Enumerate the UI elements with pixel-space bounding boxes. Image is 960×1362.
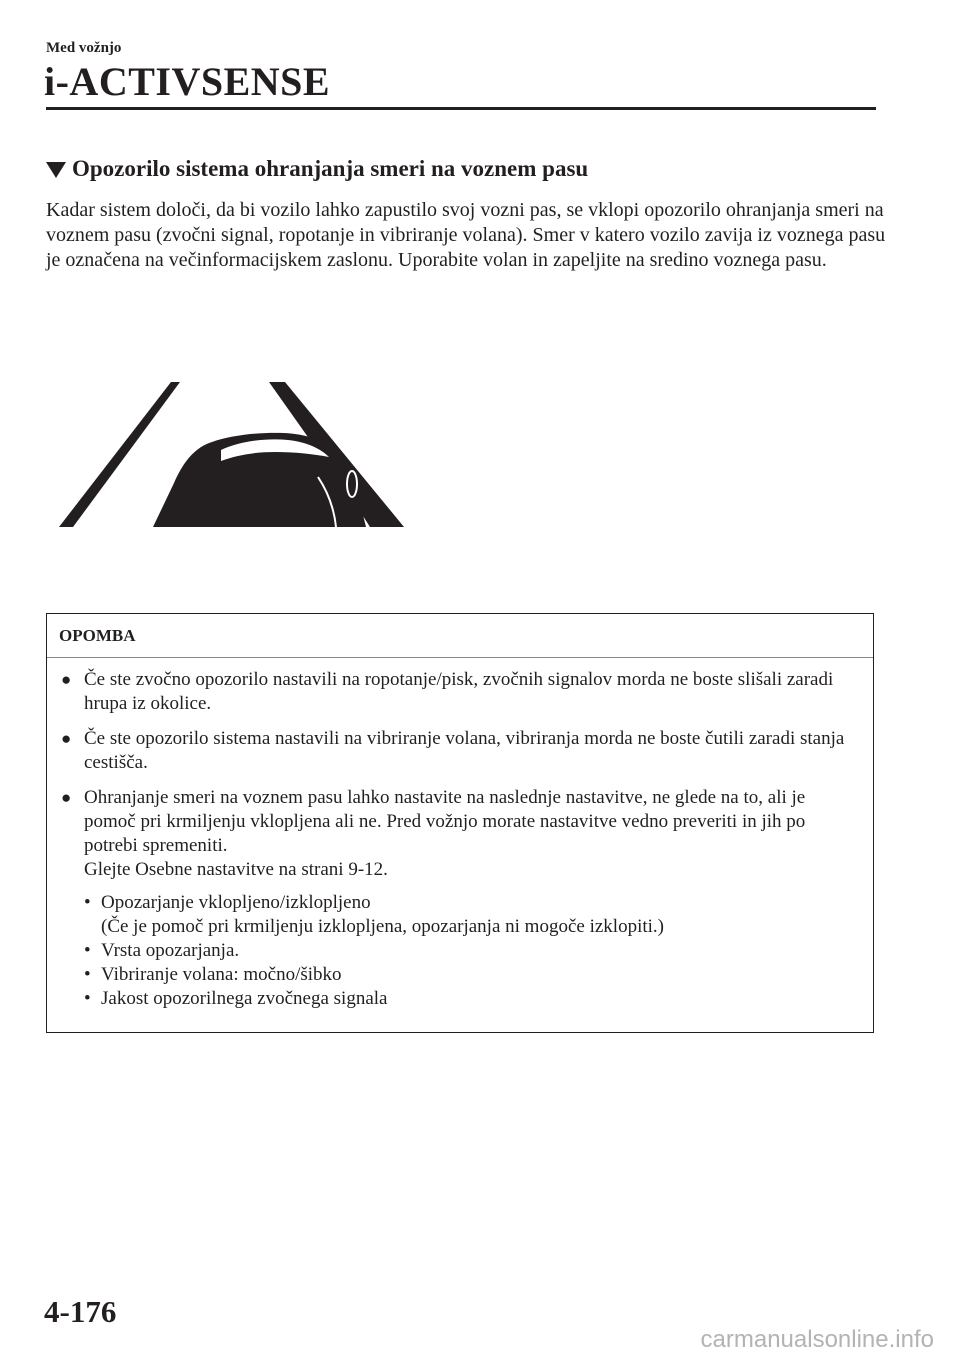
chapter-label: Med vožnjo xyxy=(46,40,122,56)
note-bullet xyxy=(61,727,859,775)
note-bullet-reference: Glejte Osebne nastavitve na strani 9-12. xyxy=(84,859,388,880)
sub-item-text: Opozarjanje vklopljeno/izklopljeno xyxy=(101,892,371,913)
note-bullet xyxy=(61,786,859,1011)
note-bullet-text xyxy=(84,786,859,1011)
watermark: carmanualsonline.info xyxy=(700,1326,934,1353)
left-lane-line xyxy=(59,382,180,527)
sub-bullet-icon: • xyxy=(84,988,91,1009)
note-bullet-text: Če ste zvočno opozorilo nastavili na ropotanje/pisk, zvočnih signalov morda ne boste slišali zaradi hrupa iz okolice. xyxy=(84,669,834,714)
page-title: i-ACTIVSENSE xyxy=(44,59,331,104)
note-bullet xyxy=(61,668,859,716)
page-number: 4-176 xyxy=(44,1294,117,1329)
bullet-dot-icon: ● xyxy=(61,788,72,807)
sub-item-text: Jakost opozorilnega zvočnega signala xyxy=(101,988,388,1009)
intro-paragraph: Kadar sistem določi, da bi vozilo lahko zapustilo svoj vozni pas, se vklopi opozorilo ohranjanja smeri na voznem pasu (zvočni signal, ropotanje in vibriranje volana). Smer v katero vozilo zavija iz voznega pasu je označena na večinformacijskem zaslonu. Uporabite volan in zapeljite na sredino voznega pasu. xyxy=(46,199,886,271)
sub-list-item xyxy=(84,987,859,1011)
sub-item-text: Vrsta opozarjanja. xyxy=(101,940,240,961)
section-heading-text: Opozorilo sistema ohranjanja smeri na voznem pasu xyxy=(72,156,589,181)
sub-bullet-icon: • xyxy=(84,940,91,961)
sub-list-item xyxy=(84,939,859,963)
note-bullet-text: Če ste opozorilo sistema nastavili na vibriranje volana, vibriranja morda ne boste čutili zaradi stanja cestišča. xyxy=(84,728,845,773)
lane-departure-warning-icon xyxy=(56,380,408,530)
sub-item-detail: (Če je pomoč pri krmiljenju izklopljena, opozarjanja ni mogoče izklopiti.) xyxy=(101,916,664,937)
note-box xyxy=(46,613,874,1033)
down-triangle-icon xyxy=(46,162,66,178)
section-heading xyxy=(46,156,588,182)
sub-bullet-icon: • xyxy=(84,892,91,913)
note-bullet-line: Ohranjanje smeri na voznem pasu lahko nastavite na naslednje nastavitve, ne glede na to, ali je pomoč pri krmiljenju vklopljena ali ne. Pred vožnjo morate nastavitve vedno preveriti in jih po potrebi spremeniti. xyxy=(84,787,806,856)
sub-list-item xyxy=(84,963,859,987)
sub-list-item xyxy=(84,891,859,939)
title-divider xyxy=(46,107,876,110)
bullet-dot-icon: ● xyxy=(61,670,72,689)
sub-bullet-icon: • xyxy=(84,964,91,985)
bullet-dot-icon: ● xyxy=(61,729,72,748)
note-body xyxy=(47,658,873,1011)
settings-sub-list xyxy=(84,891,859,1011)
note-header: OPOMBA xyxy=(47,614,873,658)
sub-item-text: Vibriranje volana: močno/šibko xyxy=(101,964,342,985)
